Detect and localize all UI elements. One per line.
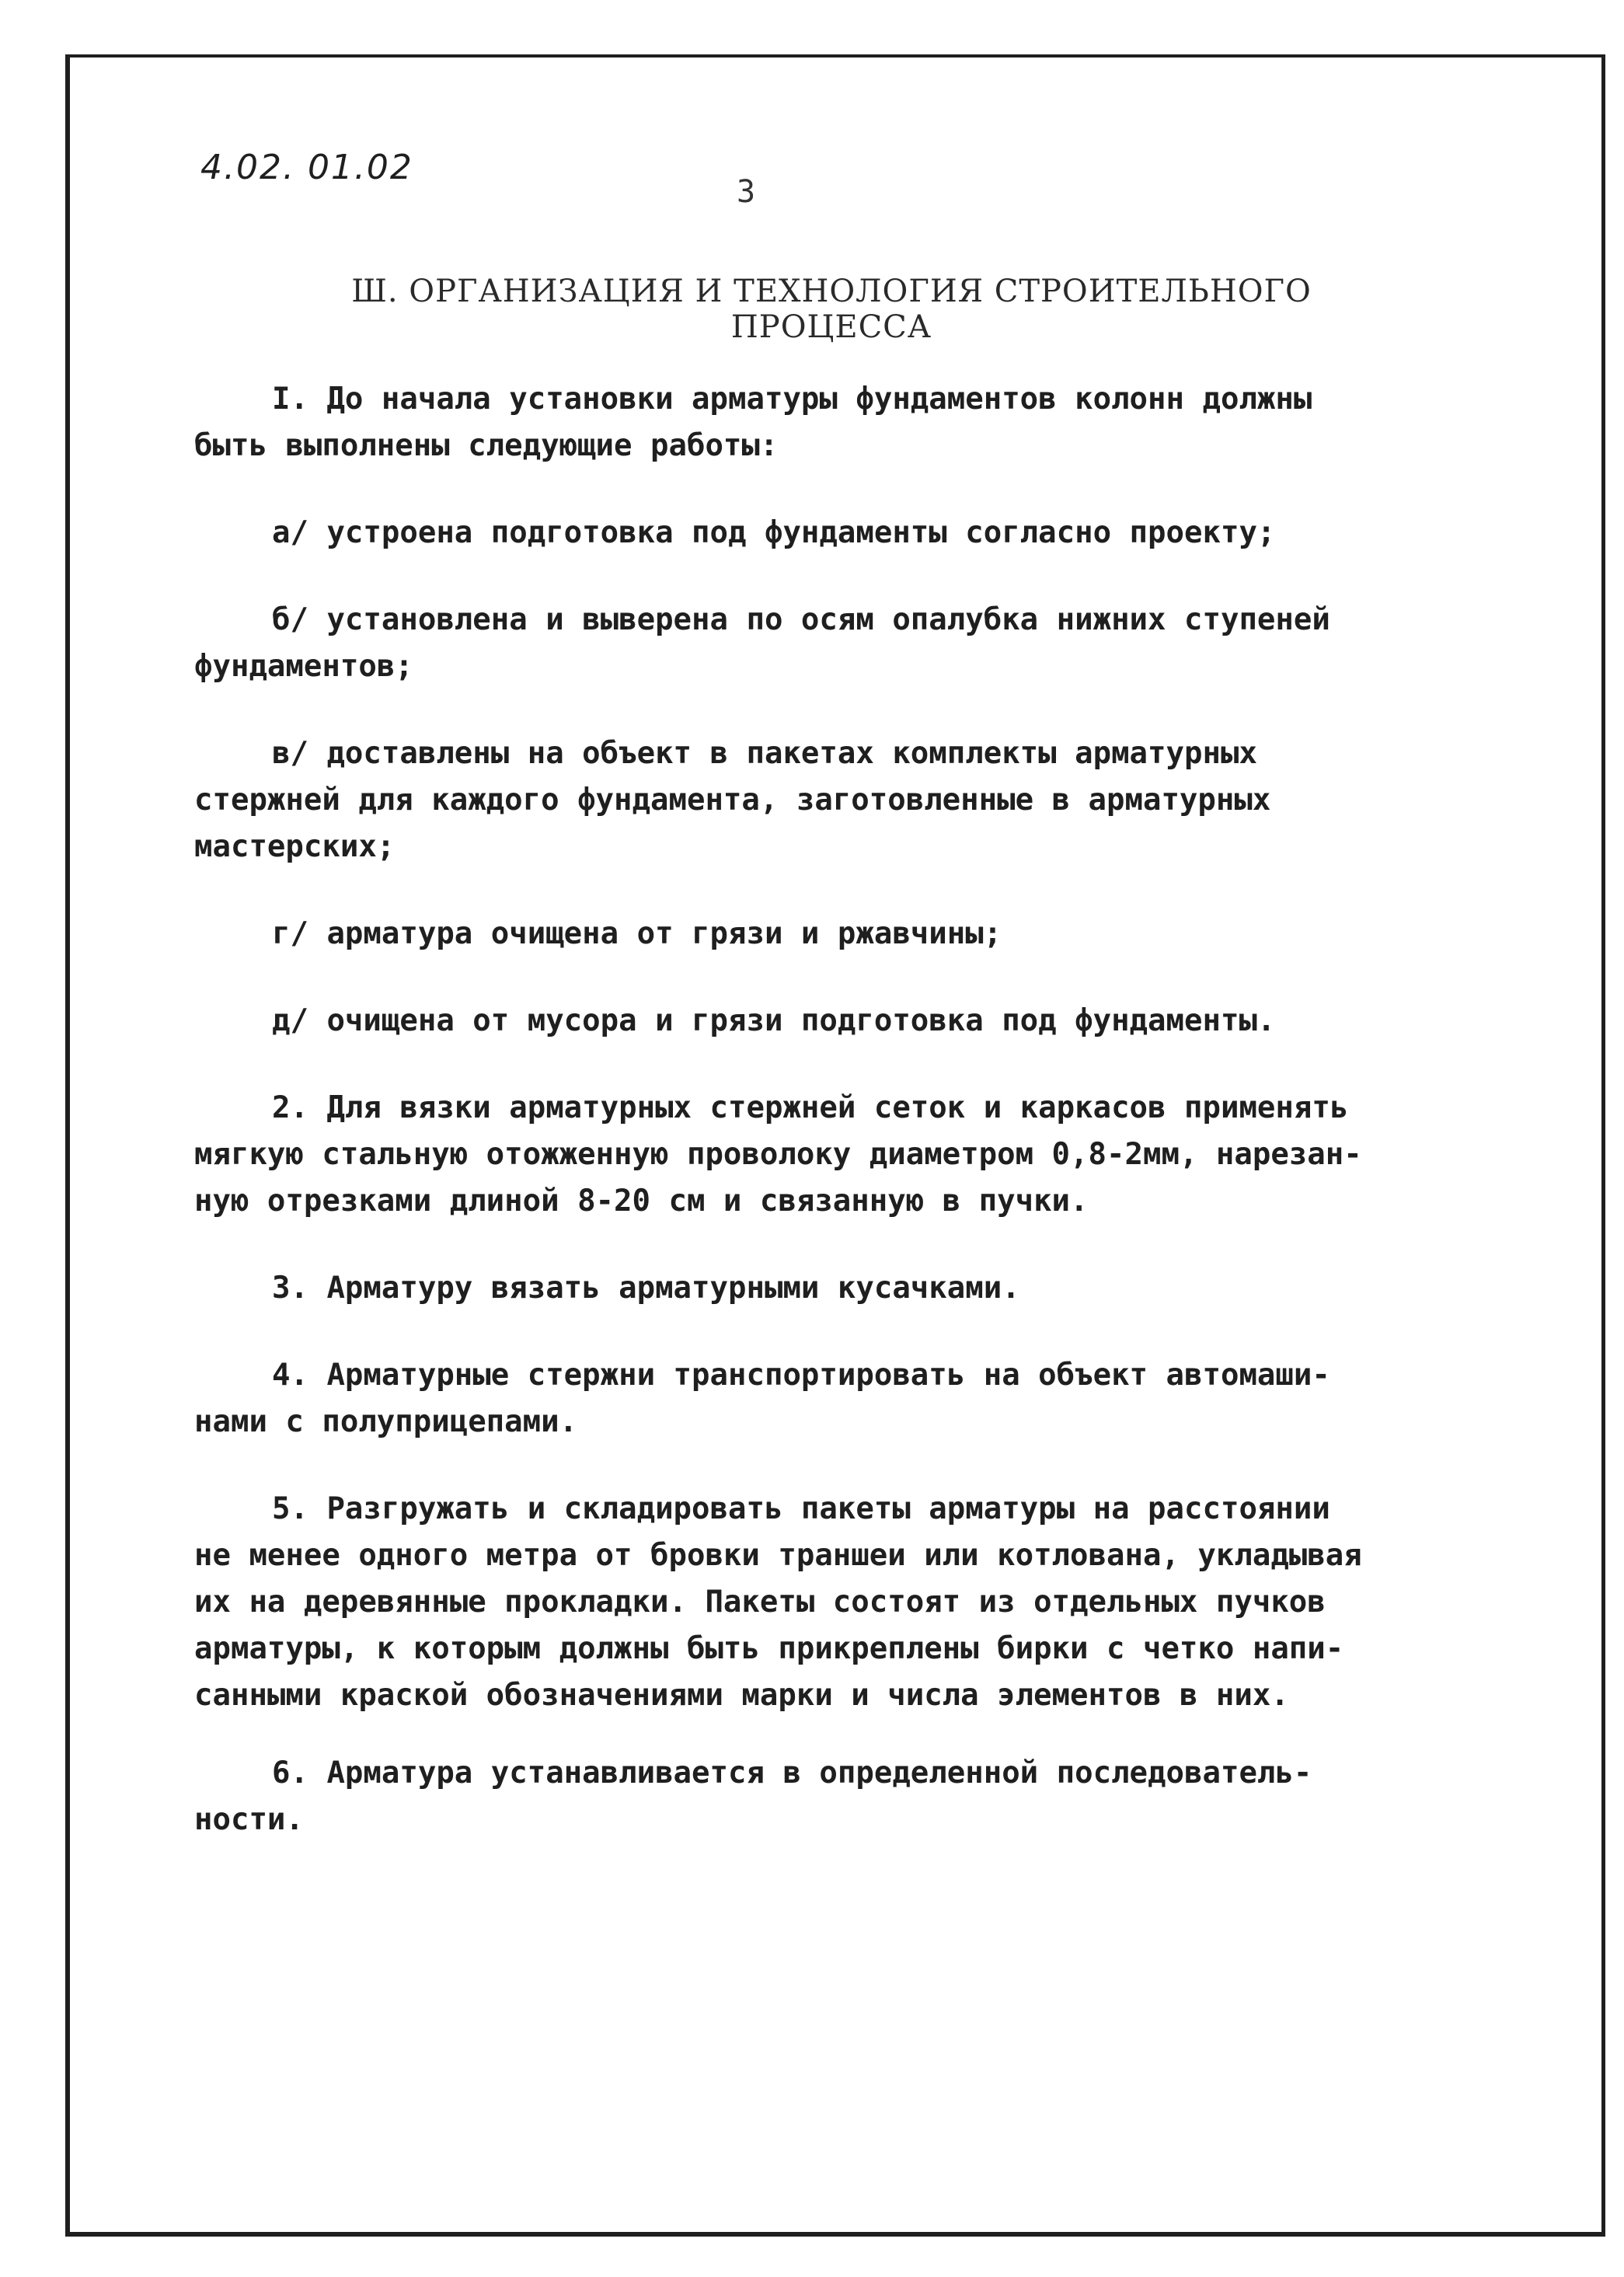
section-title-line-2: ПРОЦЕССА xyxy=(730,309,932,345)
paragraph-4: 4. Арматурные стержни транспортировать на объект автомаши- нами с полуприцепами. xyxy=(194,1358,1330,1439)
paragraph-1g: г/ арматура очищена от грязи и ржавчины; xyxy=(272,916,1002,951)
page-number: 3 xyxy=(737,174,756,210)
section-title xyxy=(202,274,1461,345)
paragraph-1d: д/ очищена от мусора и грязи подготовка под фундаменты. xyxy=(272,1003,1276,1038)
paragraph-1a: а/ устроена подготовка под фундаменты согласно проекту; xyxy=(272,515,1276,550)
paragraph-1v: в/ доставлены на объект в пакетах комплекты арматурных стержней для каждого фундамента, заготовленные в арматурных мастерских; xyxy=(194,736,1271,864)
paragraph-2: 2. Для вязки арматурных стержней сеток и каркасов применять мягкую стальную отожженную проволоку диаметром 0,8-2мм, нарезан- ную отрезками длиной 8-20 см и связанную в пучки. xyxy=(194,1090,1362,1219)
document-code: 4.02. 01.02 xyxy=(200,148,413,187)
document-body xyxy=(194,376,1469,1843)
paragraph-1b: б/ установлена и выверена по осям опалубка нижних ступеней фундаментов; xyxy=(194,602,1330,684)
paragraph-3: 3. Арматуру вязать арматурными кусачками. xyxy=(272,1271,1020,1306)
section-title-line-1: Ш. ОРГАНИЗАЦИЯ И ТЕХНОЛОГИЯ СТРОИТЕЛЬНОГО xyxy=(351,274,1312,309)
paragraph-6: 6. Арматура устанавливается в определенной последователь- ности. xyxy=(194,1756,1312,1837)
paragraph-1: I. До начала установки арматуры фундаментов колонн должны быть выполнены следующие работы: xyxy=(194,382,1312,463)
paragraph-5: 5. Разгружать и складировать пакеты арматуры на расстоянии не менее одного метра от бровки траншеи или котлована, укладывая их на деревянные прокладки. Пакеты состоят из отдельных пучков арматуры, к которым должны быть прикреплены бирки с четко напи- санными краской обозначениями марки и числа элементов в них. xyxy=(194,1491,1362,1713)
